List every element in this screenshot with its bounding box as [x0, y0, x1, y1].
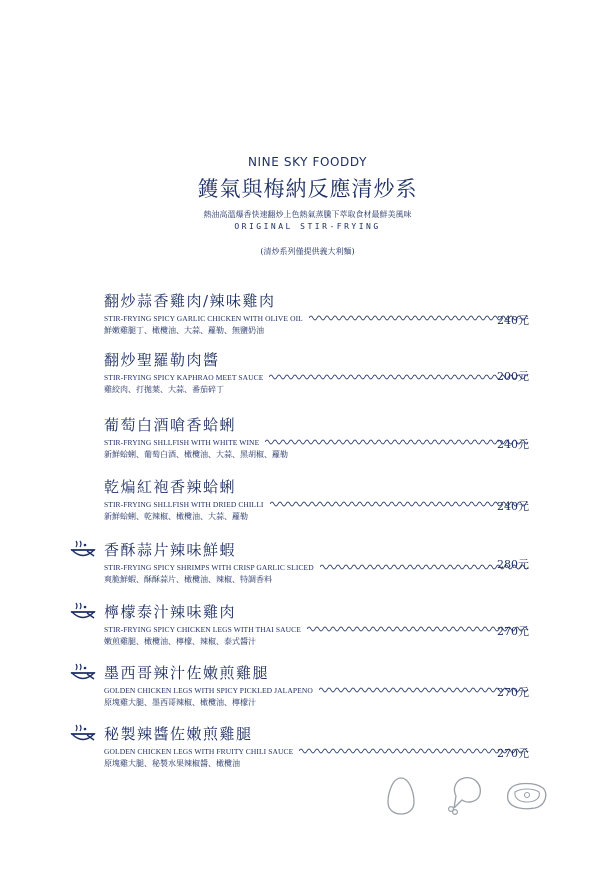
item-english-line	[104, 370, 534, 384]
menu-item	[0, 476, 615, 531]
menu-header	[0, 155, 615, 257]
item-english-line	[104, 744, 534, 758]
item-english-name: STIR-FRYING SPICY CHICKEN LEGS WITH THAI SAUCE	[104, 624, 301, 634]
menu-item	[0, 723, 615, 778]
item-english-line	[104, 497, 534, 511]
item-english-name: STIR-FRYING SPICY SHRIMPS WITH CRISP GARLIC SLICED	[104, 562, 314, 572]
menu-item	[0, 414, 615, 469]
wave-divider	[270, 499, 529, 509]
page-english-title: ORIGINAL STIR-FRYING	[234, 222, 381, 231]
wave-divider	[307, 624, 528, 634]
wok-icon	[70, 601, 96, 623]
steak-icon	[505, 780, 549, 812]
page-title: 鑊氣與梅納反應清炒系	[197, 177, 418, 201]
item-price: 270元	[497, 625, 529, 638]
item-ingredients: 原塊雞大腿、秘製水果辣椒醬、橄欖油	[104, 759, 240, 768]
wave-divider	[269, 372, 528, 382]
item-price: 280元	[497, 558, 529, 571]
wave-divider	[299, 746, 528, 756]
chicken-leg-icon	[444, 774, 484, 816]
item-ingredients: 新鮮蛤蜊、乾辣椒、橄欖油、大蒜、蘿勒	[104, 512, 248, 521]
brand-name: NINE SKY FOODDY	[247, 155, 368, 169]
item-name: 葡萄白酒嗆香蛤蜊	[104, 416, 237, 434]
item-ingredients: 原塊雞大腿、墨西哥辣椒、橄欖油、檸檬汁	[104, 698, 256, 707]
item-name: 檸檬泰汁辣味雞肉	[104, 603, 237, 621]
item-name: 乾煸紅袍香辣蛤蜊	[104, 478, 237, 496]
item-english-name: GOLDEN CHICKEN LEGS WITH FRUITY CHILI SAUCE	[104, 746, 294, 756]
menu-item	[0, 601, 615, 656]
item-price: 200元	[497, 370, 529, 383]
item-ingredients: 爽脆鮮蝦、酥酥蒜片、橄欖油、辣椒、特調香料	[104, 575, 272, 584]
menu-item	[0, 539, 615, 594]
item-price: 270元	[497, 747, 529, 760]
page-subtitle: 熱油高溫爆香快速翻炒上色熱氣蒸騰下萃取食材最鮮美風味	[203, 210, 412, 219]
item-name: 秘製辣醬佐嫩煎雞腿	[104, 725, 253, 743]
item-name: 墨西哥辣汁佐嫩煎雞腿	[104, 664, 270, 682]
item-ingredients: 嫩煎雞腿、橄欖油、檸檬、辣椒、泰式醬汁	[104, 637, 256, 646]
wok-icon	[70, 723, 96, 745]
menu-item	[0, 290, 615, 345]
menu-item	[0, 349, 615, 404]
egg-icon	[386, 776, 416, 816]
item-name: 翻炒聖羅勒肉醬	[104, 351, 220, 369]
menu-item	[0, 662, 615, 717]
item-english-line	[104, 435, 534, 449]
item-price: 240元	[497, 500, 529, 513]
item-ingredients: 新鮮蛤蜊、葡萄白酒、橄欖油、大蒜、黑胡椒、蘿勒	[104, 450, 288, 459]
item-english-name: STIR-FRYING SHLLFISH WITH DRIED CHILLI	[104, 499, 264, 509]
item-english-name: STIR-FRYING SPICY KAPHRAO MEET SAUCE	[104, 372, 264, 382]
item-price: 270元	[497, 686, 529, 699]
item-name: 香酥蒜片辣味鮮蝦	[104, 541, 237, 559]
item-english-line	[104, 560, 534, 574]
page-note: (清炒系列僅提供義大利麵)	[260, 247, 355, 256]
item-english-line	[104, 683, 534, 697]
item-english-name: STIR-FRYING SHLLFISH WITH WHITE WINE	[104, 437, 260, 447]
item-english-name: GOLDEN CHICKEN LEGS WITH SPICY PICKLED JALAPENO	[104, 685, 313, 695]
item-price: 240元	[497, 314, 529, 327]
wave-divider	[309, 313, 528, 323]
item-ingredients: 鮮嫩雞腿丁、橄欖油、大蒜、蘿勒、無鹽奶油	[104, 326, 264, 335]
wave-divider	[265, 437, 528, 447]
item-name: 翻炒蒜香雞肉/辣味雞肉	[104, 292, 276, 310]
wok-icon	[70, 662, 96, 684]
item-english-name: STIR-FRYING SPICY GARLIC CHICKEN WITH OLIVE OIL	[104, 313, 303, 323]
item-english-line	[104, 311, 534, 325]
wok-icon	[70, 539, 96, 561]
item-english-line	[104, 622, 534, 636]
item-price: 240元	[497, 438, 529, 451]
item-ingredients: 雞絞肉、打拋葉、大蒜、番茄碎丁	[104, 385, 224, 394]
